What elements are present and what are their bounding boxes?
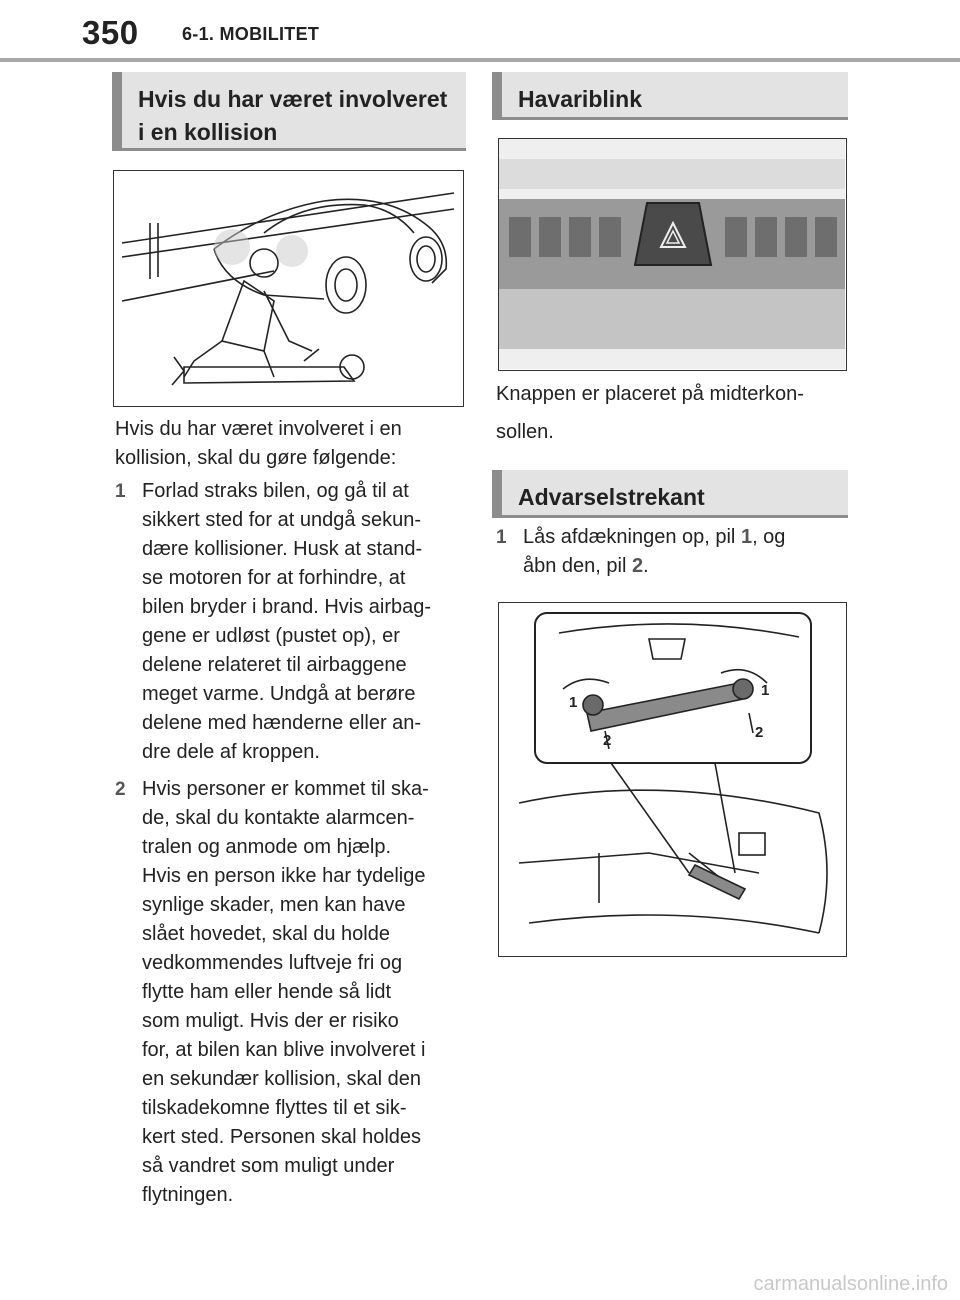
arrow-ref: 1 [740, 526, 753, 548]
step-body [142, 775, 429, 1210]
callout-label: 2 [603, 732, 612, 749]
step-line: flytte ham eller hende så lidt [142, 981, 392, 1003]
heading-line: i en kollision [138, 119, 278, 145]
step-line: dre dele af kroppen. [142, 741, 320, 763]
step-line: flytningen. [142, 1184, 234, 1206]
collision-illustration [113, 170, 464, 407]
step-line: se motoren for at forhindre, at [142, 567, 406, 589]
step-2 [115, 775, 470, 1210]
step-line: slået hovedet, skal du holde [142, 923, 390, 945]
step-line: dære kollisioner. Husk at stand- [142, 538, 423, 560]
step-line: gene er udløst (pustet op), er [142, 625, 400, 647]
step-text: , og [752, 526, 786, 548]
step-line: meget varme. Undgå at berøre [142, 683, 416, 705]
intro-line: Hvis du har været involveret i en [115, 418, 402, 440]
step-line [523, 523, 785, 552]
heading-collision [112, 72, 466, 151]
step-number: 1 [115, 481, 126, 502]
step-number: 2 [115, 779, 126, 800]
hazard-caption [496, 380, 856, 447]
callout-label: 1 [569, 694, 578, 711]
callout-label: 2 [755, 724, 764, 741]
step-line [523, 552, 785, 581]
step-text: åbn den, pil [523, 555, 632, 577]
step-text: Lås afdækningen op, pil [523, 526, 741, 548]
step-line: delene relateret til airbaggene [142, 654, 407, 676]
step-line: sikkert sted for at undgå sekun- [142, 509, 422, 531]
step-line: vedkommendes luftveje fri og [142, 952, 403, 974]
step-line: tilskadekomne flyttes til et sik- [142, 1097, 407, 1119]
heading-warning-triangle [492, 470, 848, 518]
step-line: som muligt. Hvis der er risiko [142, 1010, 399, 1032]
step-text: . [643, 555, 649, 577]
watermark: carmanualsonline.info [753, 1273, 948, 1295]
caption-line: Knappen er placeret på midterkon- [496, 383, 804, 405]
step-line: Forlad straks bilen, og gå til at [142, 480, 409, 502]
triangle-step [496, 523, 856, 581]
step-line: kert sted. Personen skal holdes [142, 1126, 422, 1148]
step-body [523, 523, 785, 581]
heading-line: Hvis du har været involveret [138, 86, 448, 112]
step-line: en sekundær kollision, skal den [142, 1068, 422, 1090]
arrow-ref: 2 [631, 555, 644, 577]
step-1 [115, 477, 470, 767]
header-rule [0, 58, 960, 62]
step-1 [496, 523, 856, 581]
step-line: tralen og anmode om hjælp. [142, 836, 392, 858]
step-number: 1 [496, 527, 507, 548]
step-line: Hvis personer er kommet til ska- [142, 778, 429, 800]
caption-line: sollen. [496, 421, 554, 443]
left-column-text [115, 415, 470, 1210]
step-line: synlige skader, men kan have [142, 894, 406, 916]
page-number: 350 [82, 14, 139, 51]
heading-line: Advarselstrekant [518, 484, 705, 510]
page-header [0, 0, 960, 62]
heading-line: Havariblink [518, 86, 642, 112]
intro-line: kollision, skal du gøre følgende: [115, 447, 397, 469]
step-line: så vandret som muligt under [142, 1155, 395, 1177]
heading-hazard [492, 72, 848, 120]
warning-triangle-illustration [498, 602, 847, 957]
step-line: de, skal du kontakte alarmcen- [142, 807, 415, 829]
step-body [142, 477, 431, 767]
step-line: for, at bilen kan blive involveret i [142, 1039, 426, 1061]
callout-label: 1 [761, 682, 770, 699]
hazard-button-illustration [498, 138, 847, 371]
step-line: Hvis en person ikke har tydelige [142, 865, 426, 887]
step-line: delene med hænderne eller an- [142, 712, 422, 734]
step-line: bilen bryder i brand. Hvis airbag- [142, 596, 432, 618]
section-title: 6-1. MOBILITET [182, 24, 320, 44]
